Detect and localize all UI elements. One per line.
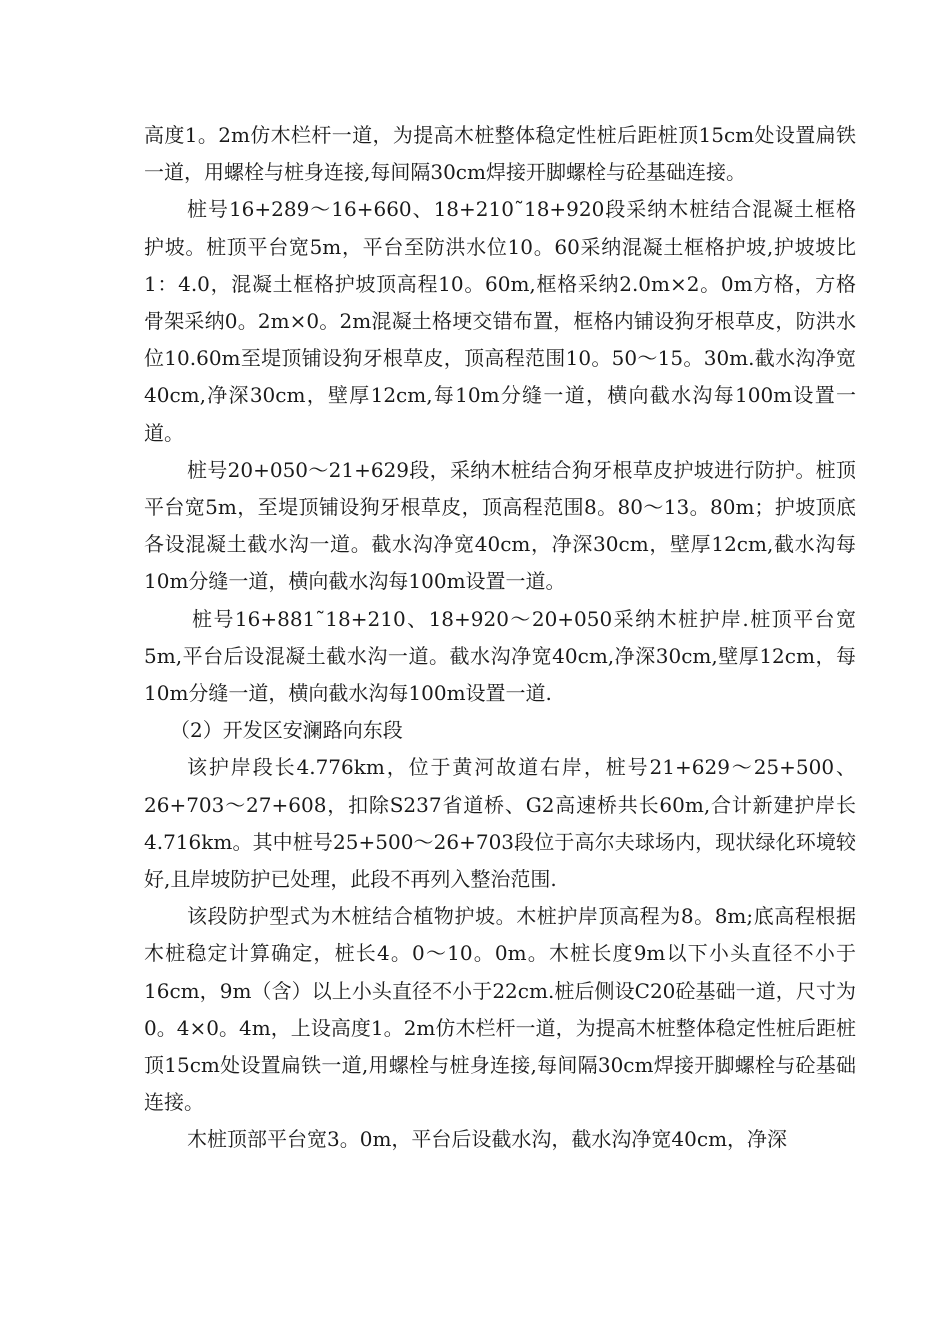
paragraph-section-length: 该护岸段长4.776km，位于黄河故道右岸，桩号21+629～25+500、26+703～27+608，扣除S237省道桥、G2高速桥共长60m,合计新建护岸长4.716km。其中桩号25+500～26+703段位于高尔夫球场内，现状绿化环境较好,且岸坡防护已处理，此段不再列入整治范围.	[144, 755, 856, 892]
section-heading: （2）开发区安澜路向东段	[170, 718, 403, 743]
paragraph-protection-type: 该段防护型式为木桩结合植物护坡。木桩护岸顶高程为8。8m;底高程根据木桩稳定计算确定，桩长4。0～10。0m。木桩长度9m以下小头直径不小于16cm，9m（含）以上小头直径不小于22cm.桩后侧设C20砼基础一道，尺寸为0。4×0。4m，上设高度1。2m仿木栏杆一道，为提高木桩整体稳定性桩后距桩顶15cm处设置扁铁一道,用螺栓与桩身连接,每间隔30cm焊接开脚螺栓与砼基础连接。	[144, 904, 856, 1115]
paragraph-timber-revetment: 桩号16+881˜18+210、18+920～20+050采纳木桩护岸.桩顶平台宽5m,平台后设混凝土截水沟一道。截水沟净宽40cm,净深30cm,壁厚12cm，每10m分缝一道，横向截水沟每100m设置一道.	[144, 606, 856, 706]
paragraph-grass-slope: 桩号20+050～21+629段，采纳木桩结合狗牙根草皮护坡进行防护。桩顶平台宽5m，至堤顶铺设狗牙根草皮，顶高程范围8。80～13。80m；护坡顶底各设混凝土截水沟一道。截水沟净宽40cm，净深30cm，壁厚12cm,截水沟每10m分缝一道，横向截水沟每100m设置一道。	[144, 457, 856, 594]
paragraph-frame-slope: 桩号16+289～16+660、18+210˜18+920段采纳木桩结合混凝土框格护坡。桩顶平台宽5m，平台至防洪水位10。60采纳混凝土框格护坡,护坡坡比1：4.0，混凝土框格护坡顶高程10。60m,框格采纳2.0m×2。0m方格，方格骨架采纳0。2m×0。2m混凝土格埂交错布置，框格内铺设狗牙根草皮，防洪水位10.60m至堤顶铺设狗牙根草皮，顶高程范围10。50～15。30m.截水沟净宽40cm,净深30cm，壁厚12cm,每10m分缝一道，横向截水沟每100m设置一道。	[144, 197, 856, 445]
paragraph-platform: 木桩顶部平台宽3。0m，平台后设截水沟，截水沟净宽40cm，净深	[187, 1127, 788, 1152]
paragraph-continuation: 高度1。2m仿木栏杆一道，为提高木桩整体稳定性桩后距桩顶15cm处设置扁铁一道，用螺栓与桩身连接,每间隔30cm焊接开脚螺栓与砼基础连接。	[144, 123, 856, 185]
document-body	[144, 117, 856, 1159]
